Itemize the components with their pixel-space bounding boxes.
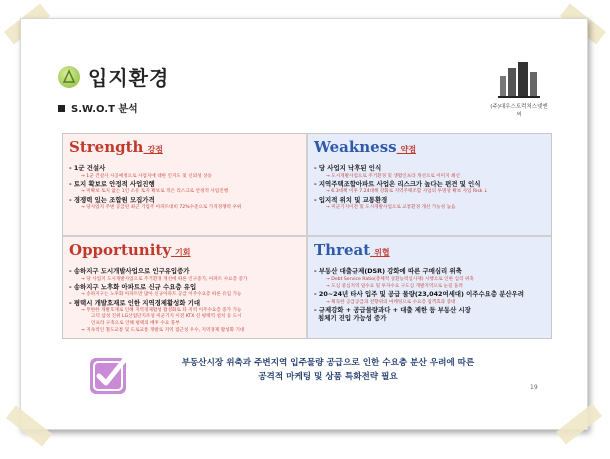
swot-weakness — [308, 134, 551, 235]
threat-item-2-detail: → 획득한 공급공급과 전향위의 마케팅으로 수요층 집객효과 증대 — [326, 299, 456, 305]
page-number: 19 — [530, 384, 538, 391]
page-title: 입지환경 — [88, 66, 170, 90]
strength-item-2-detail: → 미확보 토지 없는 1인 소유 토지 확보로 적은 리스크로 안정적 사업진행 — [81, 189, 229, 195]
weakness-title-ko: _약점 — [396, 145, 417, 154]
threat-title-en: Threat — [314, 241, 371, 259]
weakness-item-2-detail: → 6.3대책 이후 7.24대책 강화로 지역주택조합 사업의 투명성 확보 사업 Risk ↓ — [326, 189, 488, 195]
opportunity-item-3: - 평택시 개발호재로 인한 지역경제활성화 기대 — [69, 298, 201, 307]
threat-title-ko: _위협 — [370, 248, 390, 257]
weakness-item-2: - 지역주택조합아파트 사업은 리스크가 높다는 편견 및 인식 — [314, 179, 481, 188]
strength-title-ko: _강점 — [143, 145, 163, 154]
opportunity-item-3-detail-1: → 무한한 개발호재로 인해 지역경제활성 활성화로 타 지역 이주수요층 증가 가능 — [81, 308, 242, 314]
strength-heading — [69, 138, 300, 159]
weakness-title-en: Weakness — [314, 138, 397, 156]
weakness-item-1-detail: → 도시개발사업으로 주거환경 및 생활인프라 개선으로 이미지 쇄신 — [326, 173, 460, 179]
weakness-heading — [314, 138, 545, 159]
opportunity-title-ko: _기회 — [171, 248, 191, 257]
threat-item-1-detail-1: → Debt Service Ratio(총체적 상환능력심사제) 시행으로 인한 심리 위축 — [326, 276, 474, 282]
section-subtitle — [58, 100, 138, 115]
opportunity-heading — [69, 241, 300, 262]
threat-item-2: - 20~24년 타사 입주 및 공급 물량(23,042여세대) 이주수요층 분산우려 — [314, 290, 524, 298]
opportunity-title-en: Opportunity — [69, 241, 172, 259]
company-logo-text: (주)대우스트럭처스넷엔씨 — [490, 104, 548, 118]
strength-item-1: - 1군 건설사 — [69, 164, 106, 172]
conclusion-line-1: 부동산시장 위축과 주변지역 입주물량 공급으로 인한 수요층 분산 우려에 따른 — [181, 358, 475, 368]
strength-item-3-detail: → 당사업지 주변 공급된 최근 기업주 아파트대비 72%수준으로 가격경쟁력 우위 — [81, 205, 242, 211]
opportunity-item-3-detail-2: 고덕 삼성 진위 LG산업단지조성 미군기지 이전 KTX 신 평택역 설치 등 도시 — [91, 314, 242, 320]
threat-item-3-cont: 침체기 진입 가능성 증가 — [318, 314, 387, 323]
title-bullet-icon — [58, 66, 80, 88]
weakness-item-3: - 입지적 위치 및 교통환경 — [314, 195, 388, 204]
opportunity-item-2-detail: → 송하지구는 노후화 아파트만 많아 신규아파트 공급 이주수요층 따른 유입 가능 — [81, 292, 242, 298]
opportunity-item-3-detail-4: → 지속적인 철도교통 및 도로교통 개발로 지역 접근성 우수, 지역경제 활성화 기대 — [81, 328, 245, 334]
square-bullet-icon — [58, 105, 65, 112]
strength-title-en: Strength — [69, 138, 144, 156]
threat-heading — [314, 241, 545, 262]
checkmark-icon — [86, 352, 132, 398]
section-subtitle-text: S.W.O.T 분석 — [71, 104, 138, 115]
conclusion-line-2: 공격적 마케팅 및 상품 특화전략 필요 — [258, 372, 398, 382]
swot-strength — [63, 134, 306, 235]
opportunity-item-1-detail: → 당 사업지 도시개발사업으로 주거환경 개선에 따른 인구증가, 아파트 수요층 증가 — [81, 276, 248, 282]
conclusion-text — [138, 356, 518, 384]
swot-divider-vertical — [306, 134, 308, 338]
weakness-item-1: - 당 사업지 낙후된 인식 — [314, 164, 382, 172]
company-logo-icon — [494, 58, 544, 100]
strength-item-2: - 토지 확보로 안정적 사업진행 — [69, 179, 155, 188]
strength-item-1-detail: → 1군 건설사 시공예정으로 사업지에 대한 인지도 및 신뢰성 상승 — [81, 173, 212, 179]
threat-item-1: - 부동산 대출규제(DSR) 강화에 따른 구매심리 위축 — [314, 267, 462, 275]
weakness-item-3-detail: → 미군기지이전 및 도시개발사업으로 교통환경 개선 가능성 높음 — [326, 205, 456, 211]
opportunity-item-1: - 송하지구 도시개발사업으로 인구유입증가 — [69, 267, 190, 275]
threat-item-3: - 규제강화 + 공급물량과다 + 대출 제한 등 부동산 시장 — [314, 305, 471, 314]
opportunity-item-2: - 송하지구 노후화 아파트로 신규 수요층 유입 — [69, 282, 197, 291]
swot-threat — [308, 237, 551, 338]
strength-item-3: - 경쟁력 있는 조합원 모집가격 — [69, 195, 155, 204]
threat-item-1-detail-2: → 도심 중심지역 일수요 및 투자수요 구도심 개발지역으로 눈길 돌려 — [326, 283, 463, 289]
opportunity-item-3-detail-3: 인프라 구축으로 인해 평택의 배후 수요 풍부 — [91, 320, 180, 326]
swot-grid — [62, 133, 552, 339]
swot-opportunity — [63, 237, 306, 338]
